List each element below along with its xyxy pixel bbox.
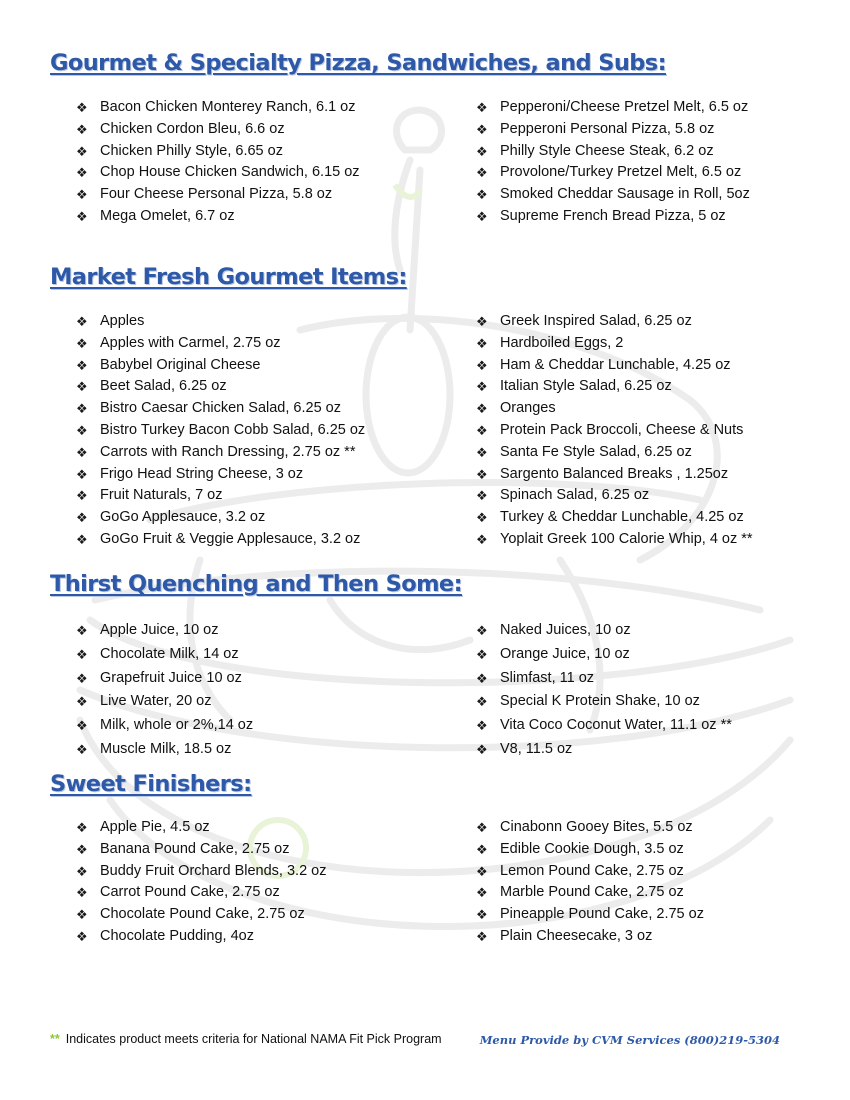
list-item: ❖ Bistro Turkey Bacon Cobb Salad, 6.25 oz	[76, 420, 365, 442]
market-fresh-list-right	[476, 311, 753, 551]
list-item: ❖ Lemon Pound Cake, 2.75 oz	[476, 861, 704, 883]
diamond-bullet-icon: ❖	[76, 401, 88, 417]
list-item: ❖ Oranges	[476, 398, 753, 420]
gourmet-list-left	[76, 97, 360, 228]
list-item: ❖ Italian Style Salad, 6.25 oz	[476, 376, 753, 398]
list-item: ❖ Carrots with Ranch Dressing, 2.75 oz **	[76, 442, 365, 464]
diamond-bullet-icon: ❖	[476, 646, 488, 662]
list-item: ❖ Hardboiled Eggs, 2	[476, 333, 753, 355]
diamond-bullet-icon: ❖	[476, 466, 488, 482]
list-item: ❖ Apple Juice, 10 oz	[76, 619, 253, 643]
list-item: ❖ Chocolate Milk, 14 oz	[76, 643, 253, 667]
diamond-bullet-icon: ❖	[76, 143, 88, 159]
diamond-bullet-icon: ❖	[476, 623, 488, 638]
list-item: ❖ Pepperoni Personal Pizza, 5.8 oz	[476, 119, 750, 141]
thirst-list-left	[76, 619, 253, 762]
thirst-list-right	[476, 619, 732, 762]
diamond-bullet-icon: ❖	[76, 863, 88, 879]
list-item: ❖ Bacon Chicken Monterey Ranch, 6.1 oz	[76, 97, 360, 119]
diamond-bullet-icon: ❖	[76, 335, 88, 351]
diamond-bullet-icon: ❖	[476, 694, 488, 710]
diamond-bullet-icon: ❖	[76, 466, 88, 482]
list-item: ❖ Sargento Balanced Breaks , 1.25oz	[476, 464, 753, 486]
list-item: ❖ Apple Pie, 4.5 oz	[76, 817, 326, 839]
footer-fit-pick-note	[50, 1032, 442, 1046]
sweet-list-right	[476, 817, 704, 948]
list-item: ❖ Special K Protein Shake, 10 oz	[476, 690, 732, 714]
diamond-bullet-icon: ❖	[76, 488, 88, 504]
diamond-bullet-icon: ❖	[76, 885, 88, 901]
diamond-bullet-icon: ❖	[476, 531, 488, 547]
diamond-bullet-icon: ❖	[476, 670, 488, 686]
fit-pick-stars: **	[50, 1032, 60, 1046]
diamond-bullet-icon: ❖	[76, 623, 88, 638]
list-item: ❖ Provolone/Turkey Pretzel Melt, 6.5 oz	[476, 162, 750, 184]
list-item: ❖ Muscle Milk, 18.5 oz	[76, 738, 253, 762]
diamond-bullet-icon: ❖	[476, 422, 488, 438]
list-item: ❖ Philly Style Cheese Steak, 6.2 oz	[476, 141, 750, 163]
diamond-bullet-icon: ❖	[76, 741, 88, 757]
list-item: ❖ Turkey & Cheddar Lunchable, 4.25 oz	[476, 507, 753, 529]
diamond-bullet-icon: ❖	[76, 928, 88, 944]
list-item: ❖ Slimfast, 11 oz	[476, 667, 732, 691]
diamond-bullet-icon: ❖	[476, 379, 488, 395]
diamond-bullet-icon: ❖	[476, 841, 488, 857]
diamond-bullet-icon: ❖	[476, 863, 488, 879]
footer-credit: Menu Provide by CVM Services (800)219-5304	[479, 1033, 780, 1047]
list-item: ❖ Vita Coco Coconut Water, 11.1 oz **	[476, 714, 732, 738]
diamond-bullet-icon: ❖	[476, 357, 488, 373]
list-item: ❖ Grapefruit Juice 10 oz	[76, 667, 253, 691]
section-title-thirst-quenching: Thirst Quenching and Then Some:	[50, 571, 462, 597]
diamond-bullet-icon: ❖	[476, 401, 488, 417]
list-item: ❖ Marble Pound Cake, 2.75 oz	[476, 882, 704, 904]
diamond-bullet-icon: ❖	[476, 100, 488, 115]
diamond-bullet-icon: ❖	[76, 907, 88, 923]
diamond-bullet-icon: ❖	[476, 510, 488, 526]
diamond-bullet-icon: ❖	[76, 208, 88, 224]
list-item: ❖ Plain Cheesecake, 3 oz	[476, 926, 704, 948]
list-item: ❖ Edible Cookie Dough, 3.5 oz	[476, 839, 704, 861]
diamond-bullet-icon: ❖	[476, 718, 488, 734]
list-item: ❖ V8, 11.5 oz	[476, 738, 732, 762]
fit-pick-note-text: Indicates product meets criteria for National NAMA Fit Pick Program	[65, 1032, 442, 1046]
diamond-bullet-icon: ❖	[476, 444, 488, 460]
section-title-gourmet: Gourmet & Specialty Pizza, Sandwiches, and Subs:	[50, 50, 666, 76]
list-item: ❖ Chicken Cordon Bleu, 6.6 oz	[76, 119, 360, 141]
list-item: ❖ Ham & Cheddar Lunchable, 4.25 oz	[476, 355, 753, 377]
diamond-bullet-icon: ❖	[476, 121, 488, 137]
diamond-bullet-icon: ❖	[476, 335, 488, 351]
list-item: ❖ Buddy Fruit Orchard Blends, 3.2 oz	[76, 861, 326, 883]
gourmet-list-right	[476, 97, 750, 228]
diamond-bullet-icon: ❖	[76, 314, 88, 329]
diamond-bullet-icon: ❖	[76, 646, 88, 662]
diamond-bullet-icon: ❖	[476, 885, 488, 901]
diamond-bullet-icon: ❖	[76, 121, 88, 137]
list-item: ❖ Milk, whole or 2%,14 oz	[76, 714, 253, 738]
list-item: ❖ Chocolate Pound Cake, 2.75 oz	[76, 904, 326, 926]
list-item: ❖ Chicken Philly Style, 6.65 oz	[76, 141, 360, 163]
diamond-bullet-icon: ❖	[76, 357, 88, 373]
diamond-bullet-icon: ❖	[476, 208, 488, 224]
market-fresh-list-left	[76, 311, 365, 551]
diamond-bullet-icon: ❖	[476, 314, 488, 329]
list-item: ❖ Smoked Cheddar Sausage in Roll, 5oz	[476, 184, 750, 206]
diamond-bullet-icon: ❖	[76, 841, 88, 857]
diamond-bullet-icon: ❖	[76, 100, 88, 115]
list-item: ❖ Chop House Chicken Sandwich, 6.15 oz	[76, 162, 360, 184]
list-item: ❖ Live Water, 20 oz	[76, 690, 253, 714]
diamond-bullet-icon: ❖	[76, 165, 88, 181]
list-item: ❖ Greek Inspired Salad, 6.25 oz	[476, 311, 753, 333]
list-item: ❖ GoGo Applesauce, 3.2 oz	[76, 507, 365, 529]
diamond-bullet-icon: ❖	[76, 444, 88, 460]
list-item: ❖ Supreme French Bread Pizza, 5 oz	[476, 206, 750, 228]
list-item: ❖ Santa Fe Style Salad, 6.25 oz	[476, 442, 753, 464]
diamond-bullet-icon: ❖	[476, 820, 488, 835]
section-title-sweet-finishers: Sweet Finishers:	[50, 771, 252, 797]
list-item: ❖ Protein Pack Broccoli, Cheese & Nuts	[476, 420, 753, 442]
diamond-bullet-icon: ❖	[76, 718, 88, 734]
list-item: ❖ Chocolate Pudding, 4oz	[76, 926, 326, 948]
diamond-bullet-icon: ❖	[476, 488, 488, 504]
list-item: ❖ Babybel Original Cheese	[76, 355, 365, 377]
list-item: ❖ Apples	[76, 311, 365, 333]
diamond-bullet-icon: ❖	[476, 187, 488, 203]
list-item: ❖ Four Cheese Personal Pizza, 5.8 oz	[76, 184, 360, 206]
list-item: ❖ Cinabonn Gooey Bites, 5.5 oz	[476, 817, 704, 839]
sweet-list-left	[76, 817, 326, 948]
list-item: ❖ Bistro Caesar Chicken Salad, 6.25 oz	[76, 398, 365, 420]
diamond-bullet-icon: ❖	[476, 143, 488, 159]
diamond-bullet-icon: ❖	[76, 422, 88, 438]
list-item: ❖ Apples with Carmel, 2.75 oz	[76, 333, 365, 355]
list-item: ❖ Mega Omelet, 6.7 oz	[76, 206, 360, 228]
diamond-bullet-icon: ❖	[76, 670, 88, 686]
list-item: ❖ Fruit Naturals, 7 oz	[76, 485, 365, 507]
list-item: ❖ Naked Juices, 10 oz	[476, 619, 732, 643]
list-item: ❖ Spinach Salad, 6.25 oz	[476, 485, 753, 507]
list-item: ❖ Carrot Pound Cake, 2.75 oz	[76, 882, 326, 904]
list-item: ❖ Frigo Head String Cheese, 3 oz	[76, 464, 365, 486]
list-item: ❖ Banana Pound Cake, 2.75 oz	[76, 839, 326, 861]
list-item: ❖ Yoplait Greek 100 Calorie Whip, 4 oz **	[476, 529, 753, 551]
list-item: ❖ Beet Salad, 6.25 oz	[76, 376, 365, 398]
diamond-bullet-icon: ❖	[476, 165, 488, 181]
diamond-bullet-icon: ❖	[76, 379, 88, 395]
diamond-bullet-icon: ❖	[476, 741, 488, 757]
list-item: ❖ GoGo Fruit & Veggie Applesauce, 3.2 oz	[76, 529, 365, 551]
diamond-bullet-icon: ❖	[76, 694, 88, 710]
list-item: ❖ Orange Juice, 10 oz	[476, 643, 732, 667]
diamond-bullet-icon: ❖	[76, 187, 88, 203]
diamond-bullet-icon: ❖	[76, 510, 88, 526]
section-title-market-fresh: Market Fresh Gourmet Items:	[50, 264, 407, 290]
diamond-bullet-icon: ❖	[76, 820, 88, 835]
diamond-bullet-icon: ❖	[476, 907, 488, 923]
diamond-bullet-icon: ❖	[476, 928, 488, 944]
list-item: ❖ Pepperoni/Cheese Pretzel Melt, 6.5 oz	[476, 97, 750, 119]
list-item: ❖ Pineapple Pound Cake, 2.75 oz	[476, 904, 704, 926]
diamond-bullet-icon: ❖	[76, 531, 88, 547]
